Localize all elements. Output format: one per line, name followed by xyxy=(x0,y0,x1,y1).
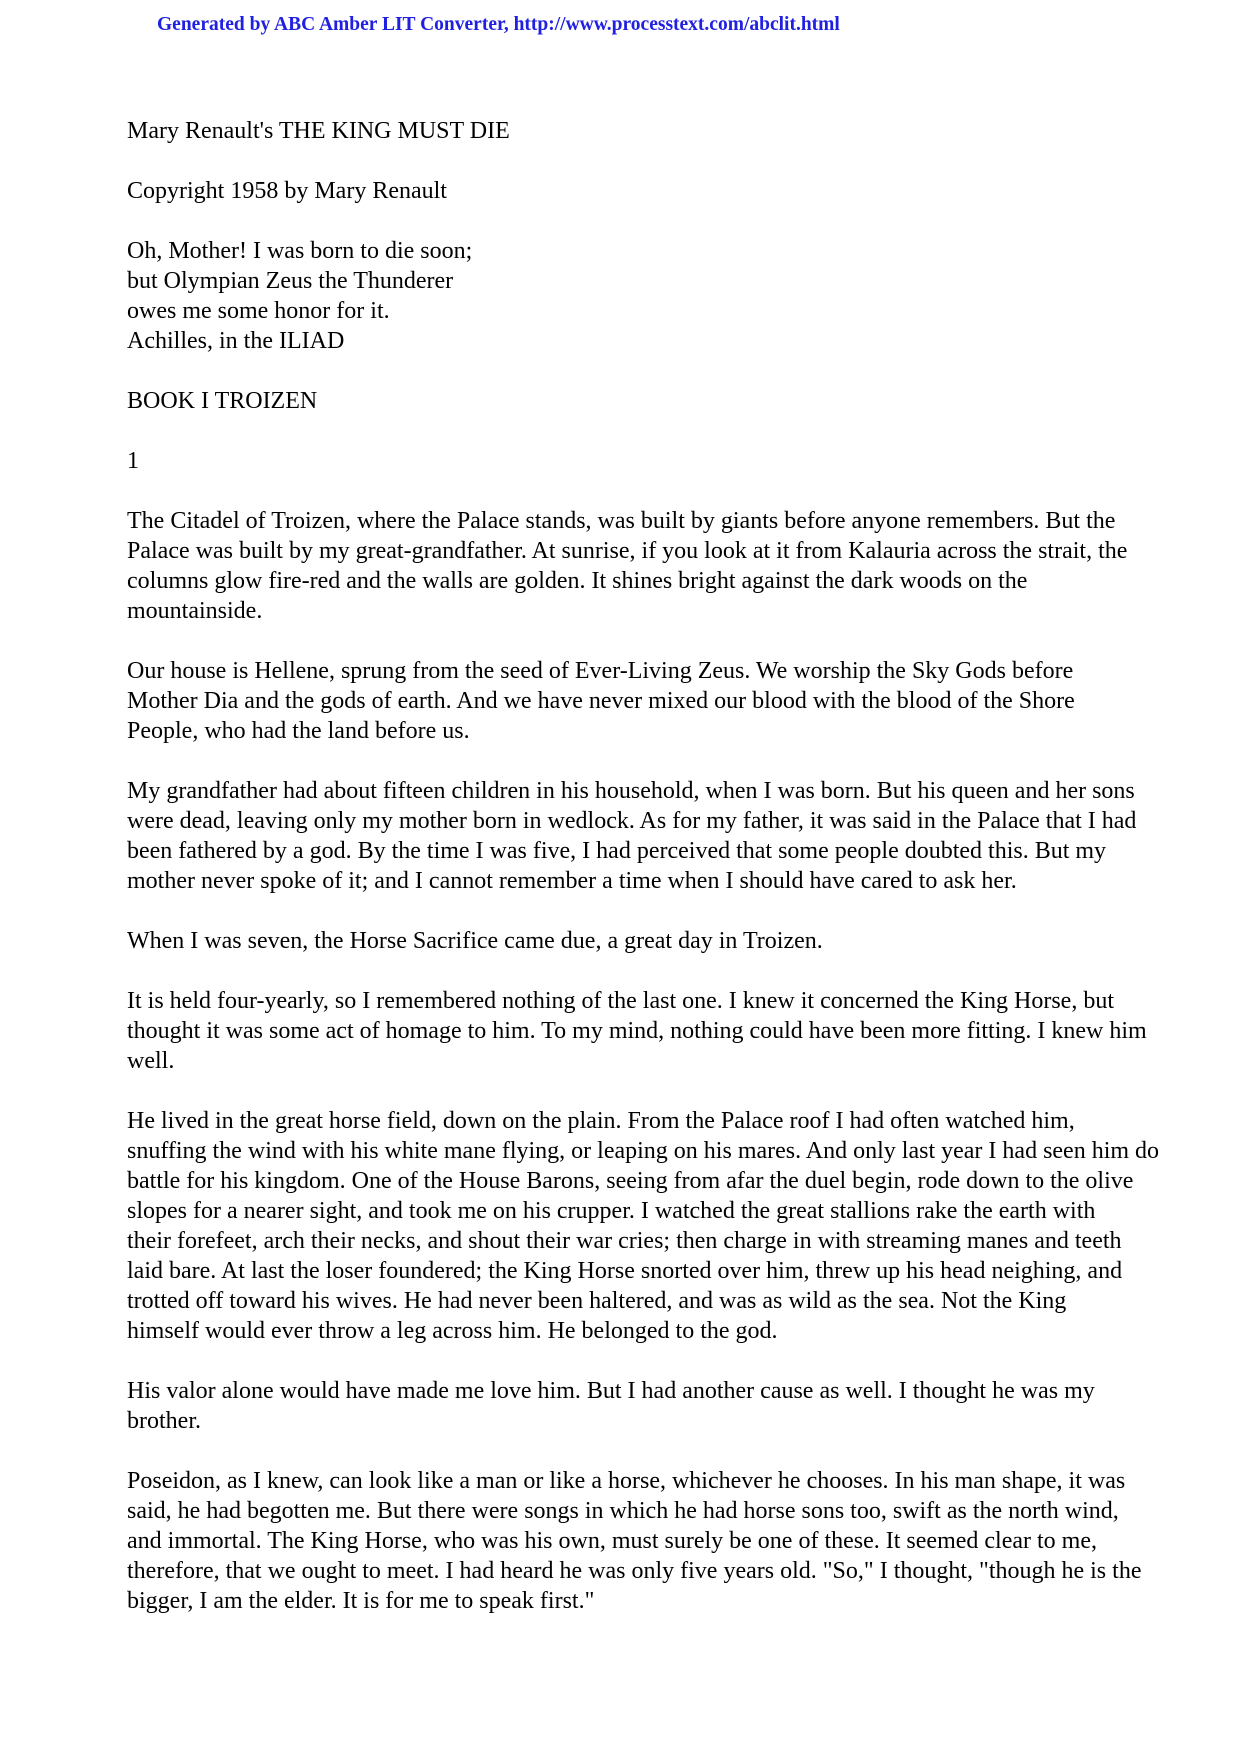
paragraph-line: Palace was built by my great-grandfather. At sunrise, if you look at it from Kalauria across the strait, the xyxy=(127,538,1128,564)
paragraph-line: battle for his kingdom. One of the House Barons, seeing from afar the duel begin, rode down to the olive xyxy=(127,1168,1134,1194)
book-heading: BOOK I TROIZEN xyxy=(127,388,318,414)
paragraph-line: The Citadel of Troizen, where the Palace stands, was built by giants before anyone remembers. But the xyxy=(127,508,1116,534)
copyright-line: Copyright 1958 by Mary Renault xyxy=(127,178,447,204)
paragraph xyxy=(127,986,1147,1076)
paragraph-line: laid bare. At last the loser foundered; the King Horse snorted over him, threw up his head neighing, and xyxy=(127,1258,1123,1284)
epigraph-line: Oh, Mother! I was born to die soon; xyxy=(127,238,473,264)
paragraph xyxy=(127,1106,1160,1346)
paragraph-line: mother never spoke of it; and I cannot remember a time when I should have cared to ask her. xyxy=(127,868,1017,894)
paragraph xyxy=(127,506,1127,626)
epigraph-attribution: Achilles, in the ILIAD xyxy=(127,328,345,354)
epigraph-line: owes me some honor for it. xyxy=(127,298,390,324)
paragraph-line: trotted off toward his wives. He had never been haltered, and was as wild as the sea. Not the King xyxy=(127,1288,1067,1314)
chapter-number: 1 xyxy=(127,448,139,474)
paragraph xyxy=(127,1466,1142,1616)
paragraph-line: It is held four-yearly, so I remembered nothing of the last one. I knew it concerned the King Horse, but xyxy=(127,988,1114,1014)
epigraph xyxy=(127,236,1127,356)
generated-by-link[interactable]: Generated by ABC Amber LIT Converter, http://www.processtext.com/abclit.html xyxy=(157,14,840,35)
paragraph-line: well. xyxy=(127,1048,175,1074)
paragraph-line: He lived in the great horse field, down on the plain. From the Palace roof I had often watched him, xyxy=(127,1108,1075,1134)
epigraph-line: but Olympian Zeus the Thunderer xyxy=(127,268,454,294)
paragraph-line: their forefeet, arch their necks, and shout their war cries; then charge in with streaming manes and teeth xyxy=(127,1228,1122,1254)
paragraph-line: bigger, I am the elder. It is for me to speak first." xyxy=(127,1588,595,1614)
paragraph-line: slopes for a nearer sight, and took me on his crupper. I watched the great stallions rake the earth with xyxy=(127,1198,1096,1224)
paragraph-line: Mother Dia and the gods of earth. And we have never mixed our blood with the blood of the Shore xyxy=(127,688,1075,714)
paragraph-line: People, who had the land before us. xyxy=(127,718,470,744)
paragraph-line: therefore, that we ought to meet. I had heard he was only five years old. "So," I thought, "though he is the xyxy=(127,1558,1142,1584)
paragraph-line: brother. xyxy=(127,1408,201,1434)
document-body xyxy=(127,116,1160,1646)
paragraph-line: mountainside. xyxy=(127,598,263,624)
paragraph-line: been fathered by a god. By the time I was five, I had perceived that some people doubted this. But my xyxy=(127,838,1107,864)
paragraph-line: were dead, leaving only my mother born in wedlock. As for my father, it was said in the Palace that I had xyxy=(127,808,1137,834)
document-title: Mary Renault's THE KING MUST DIE xyxy=(127,118,510,144)
paragraph-line: Our house is Hellene, sprung from the seed of Ever-Living Zeus. We worship the Sky Gods before xyxy=(127,658,1074,684)
paragraph-line: My grandfather had about fifteen children in his household, when I was born. But his queen and her sons xyxy=(127,778,1135,804)
paragraph-line: himself would ever throw a leg across him. He belonged to the god. xyxy=(127,1318,778,1344)
paragraph xyxy=(127,656,1127,746)
paragraph-line: Poseidon, as I knew, can look like a man or like a horse, whichever he chooses. In his man shape, it was xyxy=(127,1468,1126,1494)
paragraph xyxy=(127,1376,1127,1436)
paragraph-line: When I was seven, the Horse Sacrifice came due, a great day in Troizen. xyxy=(127,928,823,954)
paragraph-line: said, he had begotten me. But there were songs in which he had horse sons too, swift as the north wind, xyxy=(127,1498,1119,1524)
paragraph-line: His valor alone would have made me love him. But I had another cause as well. I thought he was my xyxy=(127,1378,1095,1404)
paragraph xyxy=(127,926,1127,956)
paragraph-line: thought it was some act of homage to him. To my mind, nothing could have been more fitting. I knew him xyxy=(127,1018,1147,1044)
paragraph xyxy=(127,776,1137,896)
paragraph-line: and immortal. The King Horse, who was his own, must surely be one of these. It seemed clear to me, xyxy=(127,1528,1097,1554)
paragraph-line: columns glow fire-red and the walls are golden. It shines bright against the dark woods on the xyxy=(127,568,1028,594)
paragraph-line: snuffing the wind with his white mane flying, or leaping on his mares. And only last year I had seen him do xyxy=(127,1138,1160,1164)
